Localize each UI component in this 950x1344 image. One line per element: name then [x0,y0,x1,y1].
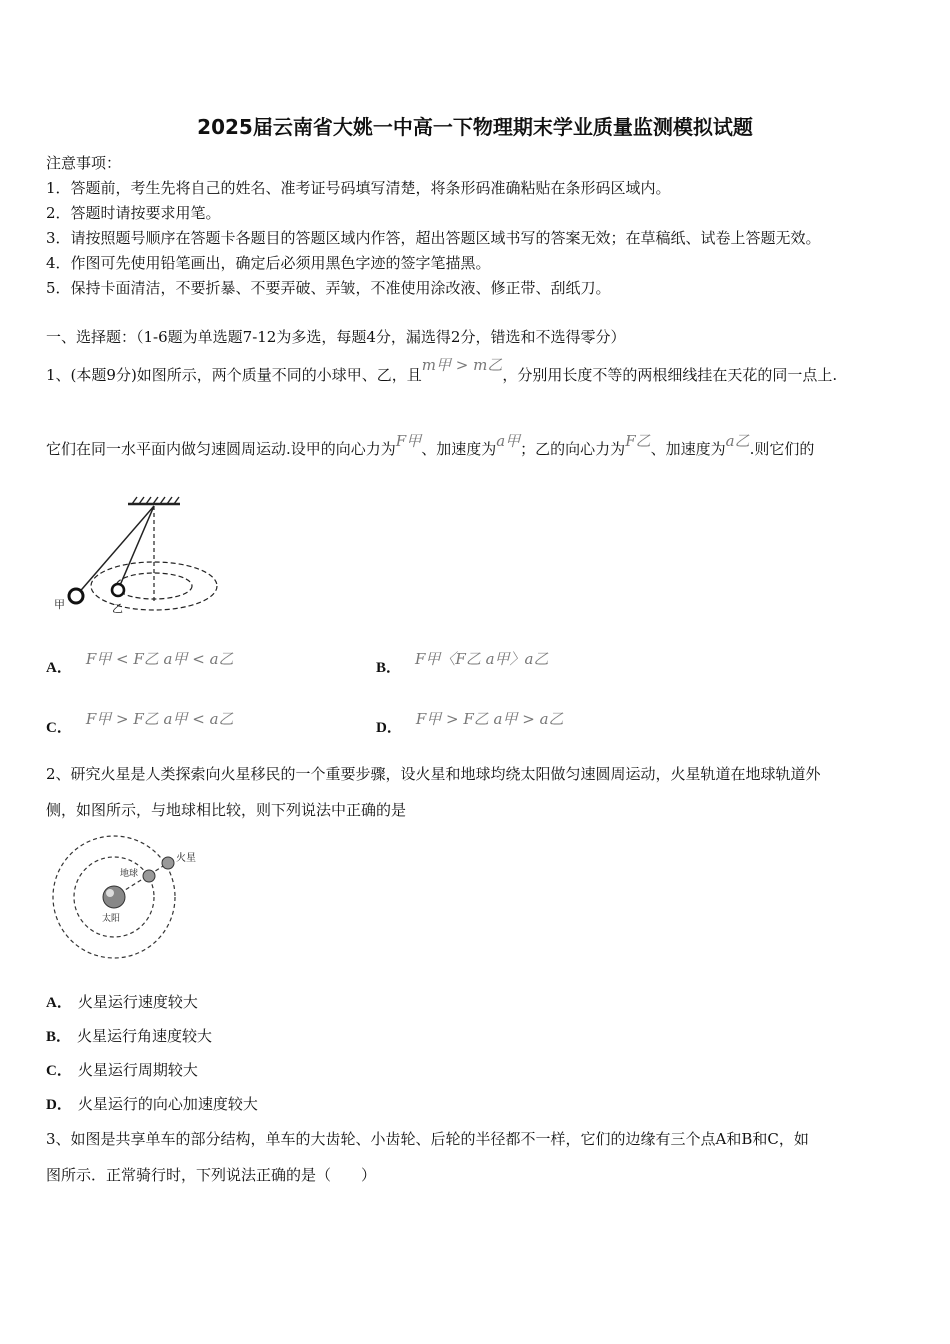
q1-stem-line2 [46,432,815,459]
q1-sym-a1: a甲 [496,432,521,450]
option-text: 火星运行速度较大 [77,993,198,1011]
option-text: 火星运行的向心加速度较大 [77,1095,258,1113]
section-heading: 一、选择题：（1-6题为单选题7-12为多选，每题4分，漏选得2分，错选和不选得零分） [46,328,626,346]
q1-pendulum-figure [50,490,230,620]
q1-stem-line1 [46,356,838,385]
q2-option-a[interactable] [46,991,198,1012]
option-text: 火星运行周期较大 [77,1061,198,1079]
option-text: F甲 < F乙 a甲 < a乙 [85,650,234,668]
notes-header: 注意事项： [46,154,122,172]
fig-label-mars: 火星 [176,853,196,864]
q2-orbit-figure [50,835,210,970]
q1-sym-a2: a乙 [725,432,750,450]
q2-stem-line1: 2、研究火星是人类探索向火星移民的一个重要步骤，设火星和地球均绕太阳做匀速圆周运动，火星轨道在地球轨道外 [46,765,821,783]
note-item: 3．请按照题号顺序在答题卡各题目的答题区域内作答，超出答题区域书写的答案无效；在草稿纸、试卷上答题无效。 [46,229,821,247]
q1-line2d: 、加速度为 [650,440,726,458]
q1-sym-F2: F乙 [625,432,651,450]
option-label: C． [46,720,72,736]
option-label: B． [46,1029,72,1045]
q1-sym-F1: F甲 [395,432,422,450]
option-text: F甲 > F乙 a甲 < a乙 [85,710,234,728]
option-text: F甲 > F乙 a甲 > a乙 [415,710,564,728]
option-label: D． [46,1097,72,1113]
q1-part1: 1、(本题9分)如图所示，两个质量不同的小球甲、乙，且 [46,366,422,384]
q1-option-b[interactable] [376,650,549,677]
fig-label-earth: 地球 [120,869,139,879]
option-label: A． [46,660,72,676]
fig-label-yi: 乙 [112,602,123,615]
q1-condition: m甲 > m乙 [421,356,503,374]
option-label: C． [46,1063,72,1079]
q1-option-c[interactable] [46,710,234,737]
q3-stem-line1: 3、如图是共享单车的部分结构，单车的大齿轮、小齿轮、后轮的半径都不一样，它们的边缘有三个点A和B和C，如 [46,1130,809,1148]
note-item: 2．答题时请按要求用笔。 [46,204,221,222]
q2-option-b[interactable] [46,1025,212,1046]
q1-line2b: 、加速度为 [421,440,497,458]
q1-option-a[interactable] [46,650,234,677]
page-title: 2025届云南省大姚一中高一下物理期末学业质量监测模拟试题 [197,115,753,139]
option-text: 火星运行角速度较大 [77,1027,213,1045]
q1-line2e: .则它们的 [749,440,815,458]
note-item: 5．保持卡面清洁，不要折暴、不要弄破、弄皱，不准使用涂改液、修正带、刮纸刀。 [46,279,611,297]
q1-option-d[interactable] [376,710,564,737]
q1-line2c: ；乙的向心力为 [520,440,626,458]
q2-stem-line2: 侧，如图所示，与地球相比较，则下列说法中正确的是 [46,801,407,819]
q1-line2a: 它们在同一水平面内做匀速圆周运动.设甲的向心力为 [46,440,396,458]
note-item: 4．作图可先使用铅笔画出，确定后必须用黑色字迹的签字笔描黑。 [46,254,491,272]
fig-label-sun: 太阳 [102,914,121,924]
option-label: A． [46,995,72,1011]
fig-label-jia: 甲 [54,598,65,611]
note-item: 1．答题前，考生先将自己的姓名、准考证号码填写清楚，将条形码准确粘贴在条形码区域内。 [46,179,671,197]
q1-part2: ，分别用长度不等的两根细线挂在天花的同一点上. [502,366,838,384]
q3-stem-line2: 图所示．正常骑行时，下列说法正确的是（ ） [46,1166,377,1184]
q2-option-c[interactable] [46,1059,198,1080]
option-text: F甲〈F乙 a甲〉a乙 [415,650,549,668]
option-label: B． [376,660,402,676]
option-label: D． [376,720,402,736]
q2-option-d[interactable] [46,1093,258,1114]
